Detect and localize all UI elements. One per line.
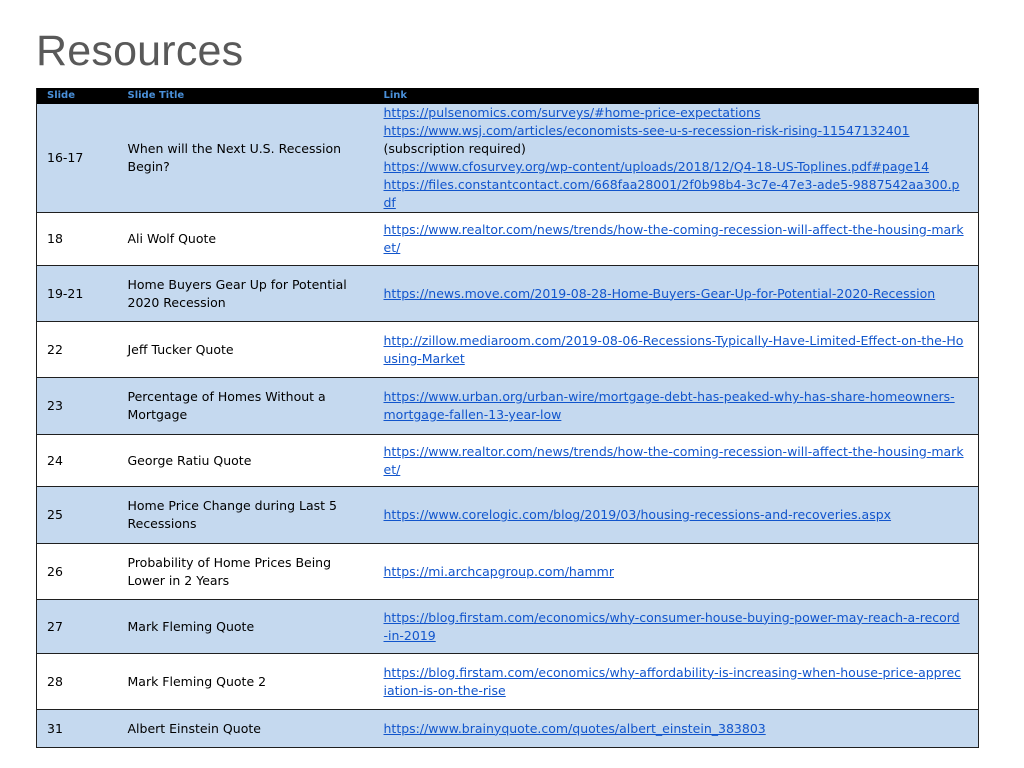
- table-row: [37, 600, 979, 654]
- slide-cell: 24: [47, 452, 63, 468]
- table-row: [37, 266, 979, 322]
- slide-cell: 31: [47, 720, 63, 736]
- resource-link[interactable]: https://www.urban.org/urban-wire/mortgage-debt-has-peaked-why-has-share-homeowners-mortgage-fallen-13-year-low: [383, 389, 955, 422]
- link-cell: [374, 600, 979, 654]
- slide-title-cell: Ali Wolf Quote: [127, 231, 217, 246]
- resource-link[interactable]: https://blog.firstam.com/economics/why-affordability-is-increasing-when-house-price-appreciation-is-on-the-rise: [383, 664, 962, 698]
- link-cell: [374, 378, 979, 435]
- resource-link[interactable]: https://www.cfosurvey.org/wp-content/uploads/2018/12/Q4-18-US-Toplines.pdf#page14: [383, 159, 930, 174]
- link-cell: [374, 322, 979, 378]
- slide-title-cell: Jeff Tucker Quote: [127, 341, 234, 357]
- table-row: [37, 104, 979, 213]
- resource-link[interactable]: https://blog.firstam.com/economics/why-consumer-house-buying-power-may-reach-a-record-in-2019: [383, 609, 960, 643]
- slide-title-cell: George Ratiu Quote: [127, 452, 252, 468]
- link-cell: [374, 104, 979, 213]
- page-title: Resources: [36, 27, 244, 75]
- slide-cell: 19-21: [47, 285, 84, 301]
- table-row: [37, 213, 979, 266]
- link-cell: [374, 710, 979, 748]
- table-row: [37, 487, 979, 544]
- table-row: [37, 378, 979, 435]
- table-row: [37, 435, 979, 487]
- slide-title-cell: Mark Fleming Quote: [127, 618, 255, 634]
- header-slide-title: Slide Title: [127, 90, 185, 101]
- resources-table: [36, 88, 979, 748]
- header-link: Link: [383, 90, 408, 101]
- resource-link[interactable]: https://www.brainyquote.com/quotes/albert_einstein_383803: [383, 720, 766, 736]
- table-row: [37, 710, 979, 748]
- link-cell: [374, 266, 979, 322]
- resource-link[interactable]: https://www.corelogic.com/blog/2019/03/housing-recessions-and-recoveries.aspx: [383, 507, 892, 522]
- resource-link[interactable]: https://files.constantcontact.com/668faa28001/2f0b98b4-3c7e-47e3-ade5-9887542aa300.pdf: [383, 177, 960, 210]
- table-row: [37, 322, 979, 378]
- header-slide: Slide: [47, 90, 75, 101]
- resource-link[interactable]: https://mi.archcapgroup.com/hammr: [383, 563, 614, 579]
- link-cell: [374, 213, 979, 266]
- slide-cell: 27: [47, 618, 63, 634]
- resource-link[interactable]: https://www.realtor.com/news/trends/how-the-coming-recession-will-affect-the-housing-market/: [383, 222, 964, 255]
- slide-title-cell: Home Buyers Gear Up for Potential 2020 Recession: [127, 276, 347, 310]
- subscription-note: (subscription required): [383, 141, 526, 156]
- slide-cell: 28: [47, 673, 63, 689]
- slide-cell: 25: [47, 507, 63, 522]
- link-cell: [374, 487, 979, 544]
- slide-title-cell: Home Price Change during Last 5 Recessions: [127, 498, 337, 531]
- resource-link[interactable]: http://zillow.mediaroom.com/2019-08-06-Recessions-Typically-Have-Limited-Effect-on-the-Housing-Market: [383, 332, 964, 366]
- resource-link[interactable]: https://news.move.com/2019-08-28-Home-Buyers-Gear-Up-for-Potential-2020-Recession: [383, 285, 936, 301]
- slide-title-cell: Percentage of Homes Without a Mortgage: [127, 389, 326, 422]
- slide-title-cell: Mark Fleming Quote 2: [127, 673, 267, 689]
- slide-cell: 18: [47, 231, 63, 246]
- resource-link[interactable]: https://pulsenomics.com/surveys/#home-price-expectations: [383, 105, 761, 120]
- slide-title-cell: Probability of Home Prices Being Lower in 2 Years: [127, 554, 332, 588]
- link-cell: [374, 654, 979, 710]
- resource-link[interactable]: https://www.wsj.com/articles/economists-see-u-s-recession-risk-rising-11547132401: [383, 123, 910, 138]
- link-cell: [374, 435, 979, 487]
- table-row: [37, 544, 979, 600]
- slide-title-cell: When will the Next U.S. Recession Begin?: [127, 141, 342, 174]
- slide-cell: 26: [47, 563, 63, 579]
- table-header-row: [37, 88, 979, 104]
- slide-cell: 22: [47, 341, 63, 357]
- slide-cell: 16-17: [47, 150, 84, 165]
- resource-link[interactable]: https://www.realtor.com/news/trends/how-the-coming-recession-will-affect-the-housing-market/: [383, 443, 964, 477]
- link-cell: [374, 544, 979, 600]
- slide-cell: 23: [47, 398, 63, 413]
- slide-title-cell: Albert Einstein Quote: [127, 720, 261, 736]
- table-row: [37, 654, 979, 710]
